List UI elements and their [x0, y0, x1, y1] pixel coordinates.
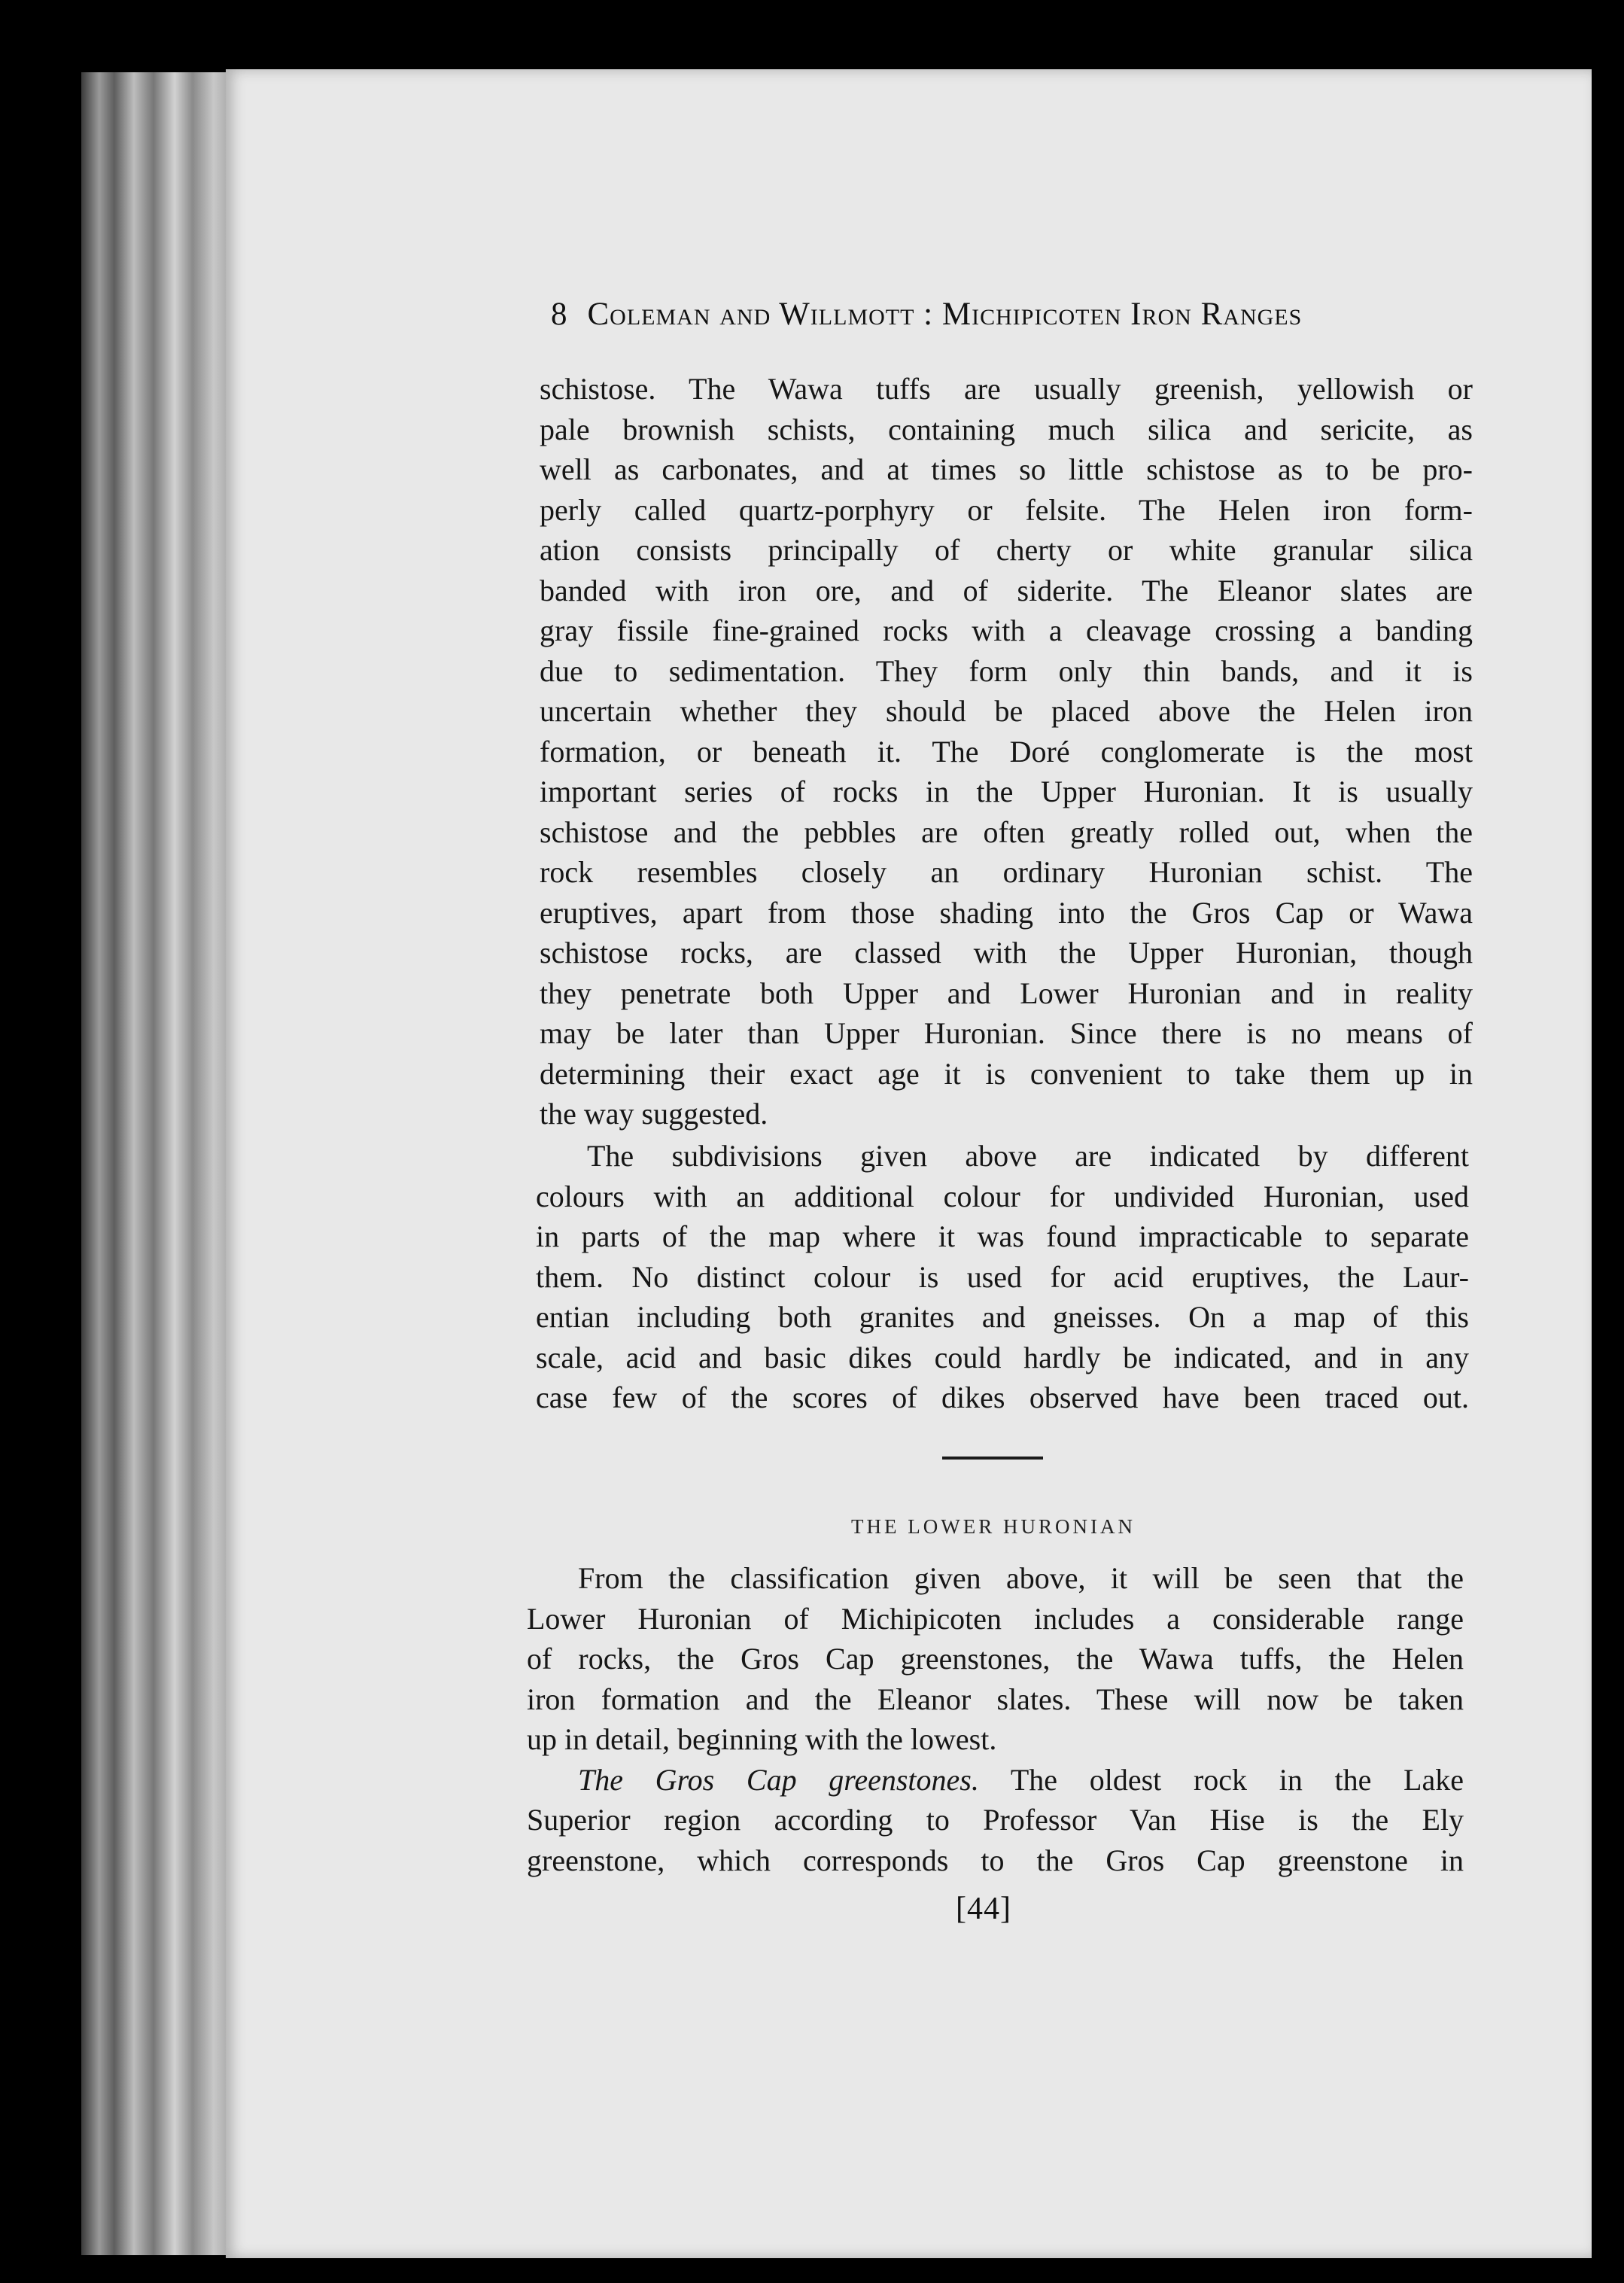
text-line: the way suggested.	[540, 1097, 768, 1131]
paragraph-2	[536, 1136, 1469, 1418]
section-heading: THE LOWER HURONIAN	[851, 1515, 1136, 1538]
text-line: perly called quartz-porphyry or felsite. The Helen iron form-	[540, 492, 1473, 527]
text-line: pale brownish schists, containing much silica and sericite, as	[540, 412, 1473, 446]
text-line: of rocks, the Gros Cap greenstones, the Wawa tuffs, the Helen	[527, 1642, 1464, 1676]
section-divider	[942, 1457, 1043, 1460]
text-line: schistose rocks, are classed with the Upper Huronian, though	[540, 936, 1473, 970]
folio-number: [44]	[956, 1892, 1011, 1926]
text-line: case few of the scores of dikes observed have been traced out.	[536, 1380, 1469, 1414]
paragraph-1	[540, 369, 1473, 1134]
text-line: colours with an additional colour for undivided Huronian, used	[536, 1179, 1469, 1213]
text-line: greenstone, which corresponds to the Gros Cap greenstone in	[527, 1843, 1464, 1877]
text-line: due to sedimentation. They form only thin bands, and it is	[540, 653, 1473, 688]
text-line: banded with iron ore, and of siderite. The Eleanor slates are	[540, 573, 1473, 607]
text-line: up in detail, beginning with the lowest.	[527, 1722, 997, 1756]
text-line: well as carbonates, and at times so little schistose as to be pro-	[540, 452, 1473, 486]
text-line: scale, acid and basic dikes could hardly be indicated, and in any	[536, 1340, 1469, 1374]
section-body	[527, 1558, 1464, 1880]
subsection-heading: The Gros Cap greenstones.	[578, 1762, 979, 1797]
text-line: schistose. The Wawa tuffs are usually greenish, yellowish or	[540, 372, 1473, 406]
text-line: determining their exact age it is convenient to take them up in	[540, 1056, 1473, 1091]
text-line: they penetrate both Upper and Lower Huronian and in reality	[540, 976, 1473, 1010]
text-line: Lower Huronian of Michipicoten includes a considerable range	[527, 1601, 1464, 1636]
text-line: formation, or beneath it. The Doré conglomerate is the most	[540, 734, 1473, 769]
text-line: important series of rocks in the Upper Huronian. It is usually	[540, 775, 1473, 808]
text-line: From the classification given above, it will be seen that the	[578, 1561, 1464, 1595]
text-line: gray fissile fine-grained rocks with a cleavage crossing a banding	[540, 613, 1473, 647]
text-line: rock resembles closely an ordinary Huronian schist. The	[540, 855, 1473, 889]
page-number: 8	[551, 297, 568, 332]
text-line: schistose and the pebbles are often greatly rolled out, when the	[540, 814, 1473, 849]
text-run: The oldest rock in the Lake	[1010, 1762, 1464, 1797]
text-line: in parts of the map where it was found impracticable to separate	[536, 1219, 1469, 1253]
book-binding-edge	[81, 72, 232, 2255]
paragraph-4-first-line	[527, 1760, 1464, 1801]
text-line: ation consists principally of cherty or white granular silica	[540, 533, 1473, 567]
text-line: may be later than Upper Huronian. Since there is no means of	[540, 1016, 1473, 1050]
text-line: The subdivisions given above are indicated by different	[587, 1139, 1469, 1173]
text-line: them. No distinct colour is used for acid eruptives, the Laur-	[536, 1259, 1469, 1294]
running-header	[551, 296, 1461, 333]
text-line: entian including both granites and gneisses. On a map of this	[536, 1300, 1469, 1334]
text-line: eruptives, apart from those shading into the Gros Cap or Wawa	[540, 895, 1473, 930]
text-line: iron formation and the Eleanor slates. These will now be taken	[527, 1682, 1464, 1716]
running-title: Coleman and Willmott : Michipicoten Iron Ranges	[587, 297, 1303, 332]
text-line: Superior region according to Professor Van Hise is the Ely	[527, 1803, 1464, 1837]
text-line: uncertain whether they should be placed above the Helen iron	[540, 694, 1473, 728]
